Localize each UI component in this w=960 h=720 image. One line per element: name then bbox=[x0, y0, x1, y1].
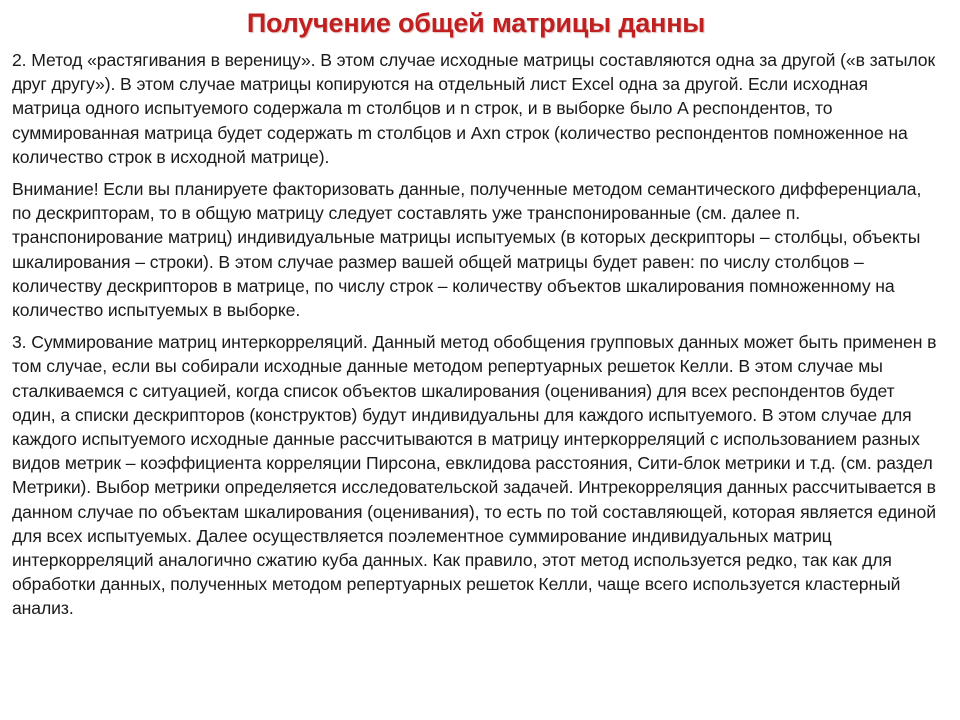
paragraph-attention: Внимание! Если вы планируете факторизовать данные, полученные методом семантического дифференциала, по дескрипторам, то в общую матрицу следует составлять уже транспонированные (см. далее п. транспонирование матриц) индивидуальные матрицы испытуемых (в которых дескрипторы – столбцы, объекты шкалирования – строки). В этом случае размер вашей общей матрицы будет равен: по числу столбцов – количеству дескрипторов в матрице, по числу строк – количеству объектов шкалирования помноженному на количество испытуемых в выборке. bbox=[12, 179, 922, 321]
paragraph-method-2: 2. Метод «растягивания в вереницу». В этом случае исходные матрицы составляются одна за другой («в затылок друг другу»). В этом случае матрицы копируются на отдельный лист Excel одна за другой. Если исходная матрица одного испытуемого содержала m столбцов и n строк, и в выборке было A респондентов, то суммированная матрица будет содержать m столбцов и Axn строк (количество респондентов помноженное на количество строк в исходной матрице). bbox=[12, 50, 936, 167]
paragraph-method-3: 3. Суммирование матриц интеркорреляций. Данный метод обобщения групповых данных может быть применен в том случае, если вы собирали исходные данные методом репертуарных решеток Келли. В этом случае мы сталкиваемся с ситуацией, когда список объектов шкалирования (оценивания) для всех респондентов будет один, а списки дескрипторов (конструктов) будут индивидуальны для каждого испытуемого. В этом случае для каждого испытуемого исходные данные рассчитываются в матрицу интеркорреляций с использованием разных видов метрик – коэффициента корреляции Пирсона, евклидова расстояния, Сити-блок метрики и т.д. (см. раздел Метрики). Выбор метрики определяется исследовательской задачей. Интрекорреляция данных рассчитывается в данном случае по объектам шкалирования (оценивания), то есть по той составляющей, которая является единой для всех испытуемых. Далее осуществляется поэлементное суммирование индивидуальных матриц интеркорреляций аналогично сжатию куба данных. Как правило, этот метод используется редко, так как для обработки данных, полученных методом репертуарных решеток Келли, чаще всего используется кластерный анализ. bbox=[12, 332, 937, 619]
slide-title: Получение общей матрицы данны bbox=[246, 8, 706, 38]
